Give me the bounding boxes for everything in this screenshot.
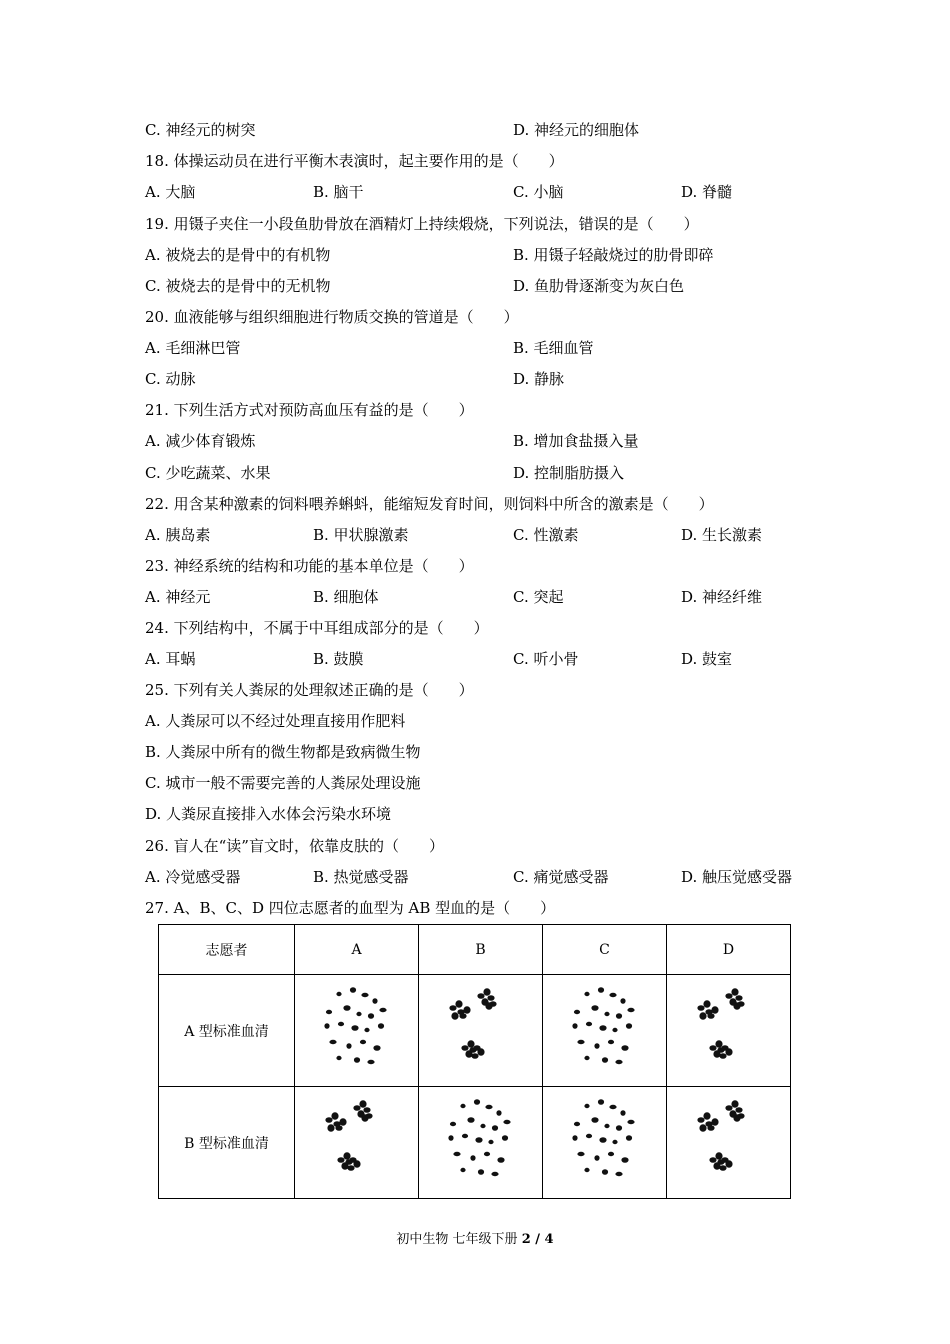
blood-cell-dot (483, 1151, 489, 1155)
clumped-cell (487, 995, 494, 1001)
blood-cell-dot (364, 1027, 369, 1031)
blood-cell-dot (488, 1139, 493, 1143)
blood-cell-dot (373, 1045, 380, 1051)
result-cell (543, 975, 667, 1087)
clumped-cell (353, 1105, 360, 1111)
blood-cell-dot (620, 1110, 625, 1116)
blood-cell-dot (612, 1139, 617, 1143)
q26-option-a: A. 冷觉感受器 (145, 868, 241, 886)
clumped-cell (359, 1100, 366, 1108)
q17-option-d: D. 神经元的细胞体 (513, 121, 640, 139)
blood-cell-dot (346, 1043, 351, 1049)
clumped-cell (353, 1160, 360, 1168)
header-c: C (543, 925, 667, 975)
clumped-cell (709, 1157, 716, 1163)
blood-cell-dot (591, 1005, 598, 1011)
table-row (159, 1087, 791, 1199)
clumped-cell (327, 1124, 334, 1132)
blood-cell-dot (379, 1007, 386, 1011)
blood-drop-figure (691, 986, 767, 1076)
result-cell (419, 1087, 543, 1199)
footer-text: 初中生物 七年级下册 (396, 1232, 522, 1247)
clumped-cell (461, 1045, 468, 1051)
blood-cell-dot (448, 1135, 453, 1141)
clumped-cell (725, 1105, 732, 1111)
blood-drop-figure (443, 986, 519, 1076)
blood-drop-figure (443, 1098, 519, 1188)
blood-cell-dot (577, 1039, 584, 1043)
blood-cell-dot (584, 1167, 589, 1171)
result-cell (295, 975, 419, 1087)
blood-cell-dot (480, 1123, 485, 1127)
q25-option-d: D. 人粪尿直接排入水体会污染水环境 (145, 805, 392, 823)
blood-cell-dot (496, 1110, 501, 1116)
question-23: 23. 神经系统的结构和功能的基本单位是（ ） (145, 557, 474, 575)
clumped-cell (719, 1165, 726, 1171)
q24-option-d: D. 鼓室 (681, 650, 733, 668)
blood-cell-dot (470, 1155, 475, 1161)
blood-cell-dot (627, 1007, 634, 1011)
clumped-cell (477, 1048, 484, 1056)
blood-drop-figure (567, 986, 643, 1076)
blood-cell-dot (584, 1055, 589, 1059)
clumped-cell (455, 1000, 462, 1008)
clumped-cell (343, 1152, 350, 1160)
q26-option-d: D. 触压觉感受器 (681, 868, 793, 886)
table-header-row (159, 925, 791, 975)
q24-option-b: B. 鼓膜 (313, 650, 364, 668)
clumped-cell (469, 1047, 476, 1053)
blood-cell-dot (612, 1027, 617, 1031)
blood-cell-dot (343, 1005, 350, 1011)
blood-cell-dot (615, 1013, 621, 1019)
agglutination-clump (697, 1112, 718, 1132)
blood-drop-figure (691, 1098, 767, 1188)
q21-option-a: A. 减少体育锻炼 (145, 432, 256, 450)
blood-cell-dot (353, 1057, 359, 1063)
blood-cell-dot (497, 1157, 504, 1163)
result-cell (419, 975, 543, 1087)
blood-cell-dot (594, 1043, 599, 1049)
clumped-cell (467, 1040, 474, 1048)
q23-option-d: D. 神经纤维 (681, 588, 763, 606)
q20-option-d: D. 静脉 (513, 370, 565, 388)
q23-option-b: B. 细胞体 (313, 588, 379, 606)
blood-cell-dot (367, 1013, 373, 1019)
question-25: 25. 下列有关人粪尿的处理叙述正确的是（ ） (145, 681, 474, 699)
clumped-cell (717, 1047, 724, 1053)
clumped-cell (725, 1160, 732, 1168)
clumped-cell (719, 1053, 726, 1059)
result-cell (667, 1087, 791, 1199)
blood-drop-figure (319, 1098, 395, 1188)
clumped-cell (339, 1118, 346, 1126)
q21-option-d: D. 控制脂肪摄入 (513, 464, 625, 482)
clumped-cell (735, 995, 742, 1001)
clumped-cell (331, 1112, 338, 1120)
serum-b-label: B 型标准血清 (159, 1087, 295, 1199)
q20-option-a: A. 毛细淋巴管 (145, 339, 241, 357)
blood-cell-dot (609, 1104, 616, 1108)
blood-cell-dot (372, 998, 377, 1004)
clumped-cell (335, 1125, 342, 1131)
blood-cell-dot (460, 1167, 465, 1171)
blood-cell-dot (591, 1117, 598, 1123)
agglutination-clump (725, 988, 744, 1010)
blood-cell-dot (607, 1039, 613, 1043)
blood-cell-dot (584, 991, 589, 995)
blood-cell-dot (594, 1155, 599, 1161)
q19-option-d: D. 鱼肋骨逐渐变为灰白色 (513, 277, 685, 295)
serum-a-label: A 型标准血清 (159, 975, 295, 1087)
result-cell (667, 975, 791, 1087)
agglutination-clump (697, 1000, 718, 1020)
blood-cell-dot (599, 1137, 606, 1143)
blood-cell-dot (467, 1117, 474, 1123)
clumped-cell (733, 1114, 740, 1122)
question-27: 27. A、B、C、D 四位志愿者的血型为 AB 型血的是（ ） (145, 899, 556, 917)
agglutination-clump (709, 1040, 732, 1059)
agglutination-clump (353, 1100, 372, 1122)
question-22: 22. 用含某种激素的饲料喂养蝌蚪，能缩短发育时间，则饲料中所含的激素是（ ） (145, 495, 714, 513)
clumped-cell (717, 1159, 724, 1165)
clumped-cell (715, 1152, 722, 1160)
blood-cell-dot (491, 1171, 498, 1175)
header-d: D (667, 925, 791, 975)
clumped-cell (345, 1159, 352, 1165)
blood-cell-dot (609, 992, 616, 996)
clumped-cell (483, 988, 490, 996)
blood-cell-dot (601, 1057, 607, 1063)
result-cell (295, 1087, 419, 1199)
blood-type-table (158, 924, 791, 1199)
agglutination-clump (449, 1000, 470, 1020)
clumped-cell (733, 1002, 740, 1010)
blood-cell-dot (627, 1119, 634, 1123)
blood-cell-dot (615, 1059, 622, 1063)
blood-cell-dot (597, 1099, 603, 1105)
blood-drop-figure (567, 1098, 643, 1188)
blood-cell-dot (475, 1137, 482, 1143)
blood-cell-dot (625, 1135, 631, 1141)
clumped-cell (463, 1006, 470, 1014)
blood-cell-dot (485, 1104, 492, 1108)
blood-cell-dot (615, 1125, 621, 1131)
q26-option-c: C. 痛觉感受器 (513, 868, 609, 886)
blood-cell-dot (325, 1009, 331, 1013)
blood-cell-dot (625, 1023, 631, 1029)
clumped-cell (363, 1107, 370, 1113)
clumped-cell (711, 1006, 718, 1014)
blood-cell-dot (585, 1133, 591, 1137)
blood-cell-dot (337, 1021, 343, 1025)
blood-cell-dot (351, 1025, 358, 1031)
q23-option-a: A. 神经元 (145, 588, 211, 606)
clumped-cell (697, 1117, 704, 1123)
blood-cell-dot (601, 1169, 607, 1175)
clumped-cell (699, 1124, 706, 1132)
agglutination-clump (725, 1100, 744, 1122)
clumped-cell (707, 1125, 714, 1131)
agglutination-clump (325, 1112, 346, 1132)
q22-option-c: C. 性激素 (513, 526, 579, 544)
q25-option-b: B. 人粪尿中所有的微生物都是致病微生物 (145, 743, 421, 761)
question-26: 26. 盲人在“读”盲文时，依靠皮肤的（ ） (145, 837, 444, 855)
blood-drop-figure (319, 986, 395, 1076)
q25-option-c: C. 城市一般不需要完善的人粪尿处理设施 (145, 774, 421, 792)
clumped-cell (699, 1012, 706, 1020)
agglutination-clump (461, 1040, 484, 1059)
blood-cell-dot (473, 1099, 479, 1105)
blood-cell-dot (573, 1009, 579, 1013)
blood-cell-dot (621, 1157, 628, 1163)
q20-option-c: C. 动脉 (145, 370, 196, 388)
clumped-cell (459, 1013, 466, 1019)
blood-cell-dot (607, 1151, 613, 1155)
q19-option-b: B. 用镊子轻敲烧过的肋骨即碎 (513, 246, 714, 264)
blood-cell-dot (501, 1135, 507, 1141)
q23-option-c: C. 突起 (513, 588, 564, 606)
blood-cell-dot (359, 1039, 365, 1043)
q18-option-d: D. 脊髓 (681, 183, 733, 201)
blood-cell-dot (349, 987, 355, 993)
agglutination-clump (477, 988, 496, 1010)
clumped-cell (731, 988, 738, 996)
clumped-cell (725, 1048, 732, 1056)
blood-cell-dot (503, 1119, 510, 1123)
blood-cell-dot (461, 1133, 467, 1137)
blood-cell-dot (621, 1045, 628, 1051)
clumped-cell (735, 1107, 742, 1113)
question-18: 18. 体操运动员在进行平衡木表演时，起主要作用的是（ ） (145, 152, 564, 170)
q17-option-c: C. 神经元的树突 (145, 121, 256, 139)
clumped-cell (325, 1117, 332, 1123)
clumped-cell (707, 1013, 714, 1019)
q25-option-a: A. 人粪尿可以不经过处理直接用作肥料 (145, 712, 406, 730)
blood-cell-dot (491, 1125, 497, 1131)
clumped-cell (731, 1100, 738, 1108)
clumped-cell (703, 1000, 710, 1008)
q22-option-a: A. 胰岛素 (145, 526, 211, 544)
blood-cell-dot (336, 1055, 341, 1059)
q22-option-d: D. 生长激素 (681, 526, 763, 544)
header-volunteer: 志愿者 (159, 925, 295, 975)
blood-cell-dot (449, 1121, 455, 1125)
blood-cell-dot (573, 1121, 579, 1125)
blood-cell-dot (584, 1103, 589, 1107)
q19-option-c: C. 被烧去的是骨中的无机物 (145, 277, 331, 295)
blood-cell-dot (477, 1169, 483, 1175)
blood-cell-dot (572, 1135, 577, 1141)
blood-cell-dot (599, 1025, 606, 1031)
table-row (159, 975, 791, 1087)
blood-cell-dot (572, 1023, 577, 1029)
blood-cell-dot (367, 1059, 374, 1063)
clumped-cell (337, 1157, 344, 1163)
q20-option-b: B. 毛细血管 (513, 339, 594, 357)
blood-cell-dot (577, 1151, 584, 1155)
q26-option-b: B. 热觉感受器 (313, 868, 409, 886)
q18-option-a: A. 大脑 (145, 183, 196, 201)
clumped-cell (485, 1002, 492, 1010)
blood-cell-dot (329, 1039, 336, 1043)
blood-cell-dot (585, 1021, 591, 1025)
blood-cell-dot (604, 1011, 609, 1015)
q18-option-b: B. 脑干 (313, 183, 364, 201)
q18-option-c: C. 小脑 (513, 183, 564, 201)
blood-cell-dot (336, 991, 341, 995)
result-cell (543, 1087, 667, 1199)
clumped-cell (347, 1165, 354, 1171)
clumped-cell (697, 1005, 704, 1011)
question-21: 21. 下列生活方式对预防高血压有益的是（ ） (145, 401, 474, 419)
agglutination-clump (709, 1152, 732, 1171)
clumped-cell (703, 1112, 710, 1120)
question-24: 24. 下列结构中，不属于中耳组成部分的是（ ） (145, 619, 489, 637)
blood-cell-dot (604, 1123, 609, 1127)
clumped-cell (451, 1012, 458, 1020)
question-19: 19. 用镊子夹住一小段鱼肋骨放在酒精灯上持续煅烧，下列说法，错误的是（ ） (145, 215, 699, 233)
blood-cell-dot (615, 1171, 622, 1175)
clumped-cell (449, 1005, 456, 1011)
clumped-cell (715, 1040, 722, 1048)
clumped-cell (477, 993, 484, 999)
clumped-cell (725, 993, 732, 999)
blood-cell-dot (460, 1103, 465, 1107)
clumped-cell (471, 1053, 478, 1059)
q24-option-c: C. 听小骨 (513, 650, 579, 668)
question-20: 20. 血液能够与组织细胞进行物质交换的管道是（ ） (145, 308, 519, 326)
q21-option-c: C. 少吃蔬菜、水果 (145, 464, 271, 482)
q21-option-b: B. 增加食盐摄入量 (513, 432, 639, 450)
clumped-cell (361, 1114, 368, 1122)
page-footer (0, 1228, 950, 1247)
q22-option-b: B. 甲状腺激素 (313, 526, 409, 544)
blood-cell-dot (620, 998, 625, 1004)
blood-cell-dot (453, 1151, 460, 1155)
header-a: A (295, 925, 419, 975)
header-b: B (419, 925, 543, 975)
page-number: 2 / 4 (521, 1232, 554, 1247)
blood-cell-dot (361, 992, 368, 996)
blood-cell-dot (597, 987, 603, 993)
blood-cell-dot (324, 1023, 329, 1029)
agglutination-clump (337, 1152, 360, 1171)
blood-cell-dot (356, 1011, 361, 1015)
q19-option-a: A. 被烧去的是骨中的有机物 (145, 246, 331, 264)
clumped-cell (709, 1045, 716, 1051)
blood-cell-dot (377, 1023, 383, 1029)
clumped-cell (711, 1118, 718, 1126)
q24-option-a: A. 耳蜗 (145, 650, 196, 668)
